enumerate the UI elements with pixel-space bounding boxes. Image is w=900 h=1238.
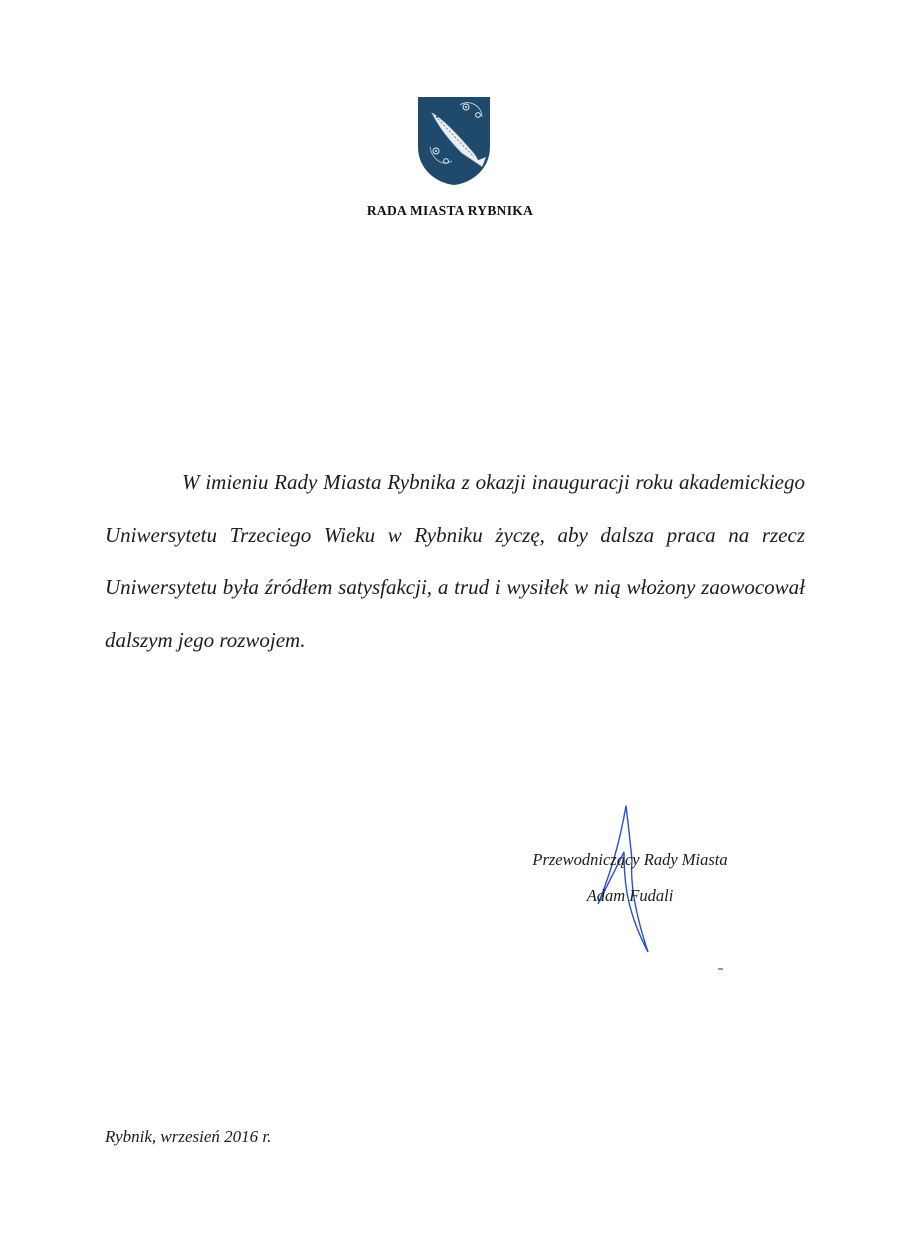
paper-speck: [718, 968, 723, 970]
letter-paragraph: W imieniu Rady Miasta Rybnika z okazji inauguracji roku akademickiego Uniwersytetu Trzeciego Wieku w Rybniku życzę, aby dalsza praca na rzecz Uniwersytetu była źródłem satysfakcji, a trud i wysiłek w nią włożony zaowocował dalszym jego rozwojem.: [105, 470, 805, 652]
signatory-name: Adam Fudali: [586, 886, 674, 905]
signatory-title: Przewodniczący Rady Miasta: [532, 850, 728, 869]
city-coat-of-arms-icon: [416, 95, 492, 187]
organization-name: RADA MIASTA RYBNIKA: [366, 203, 534, 218]
signature-block: [500, 842, 760, 914]
place-and-date: Rybnik, wrzesień 2016 r.: [105, 1127, 272, 1146]
